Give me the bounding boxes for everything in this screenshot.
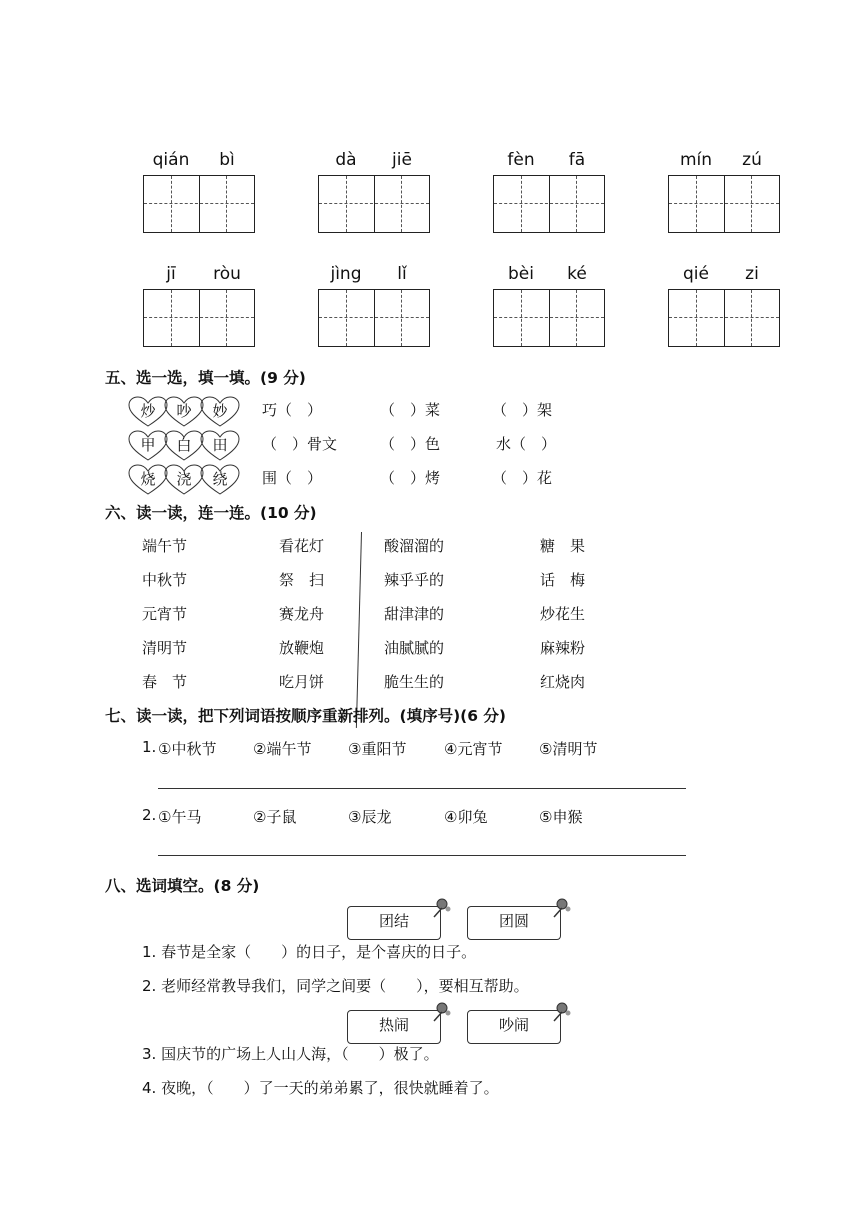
word-card: 吵闹 <box>467 1010 561 1044</box>
fill-blank[interactable]: 围（ ） <box>262 469 323 487</box>
match-item[interactable]: 糖 果 <box>540 537 586 555</box>
pinyin-syllable: jiē <box>392 150 412 170</box>
pinyin-syllable: zi <box>745 264 759 284</box>
section-5-title: 五、选一选，填一填。(9 分) <box>105 369 306 387</box>
match-item[interactable]: 酸溜溜的 <box>384 537 445 555</box>
pinyin-syllable: zú <box>742 150 762 170</box>
sentence[interactable]: 2. 老师经常教导我们，同学之间要（ ），要相互帮助。 <box>142 977 529 995</box>
fill-blank[interactable]: （ ）骨文 <box>262 435 338 453</box>
match-item[interactable]: 春 节 <box>142 673 188 691</box>
pinyin-syllable: jìng <box>330 264 362 284</box>
order-item: ①午马 <box>158 808 202 826</box>
pinyin-syllable: jī <box>166 264 176 284</box>
match-item[interactable]: 话 梅 <box>540 571 586 589</box>
match-item[interactable]: 祭 扫 <box>279 571 325 589</box>
pin-icon <box>550 1001 574 1023</box>
match-item[interactable]: 放鞭炮 <box>279 639 325 657</box>
section-7-title: 七、读一读，把下列词语按顺序重新排列。(填序号)(6 分) <box>105 707 507 725</box>
writing-grid[interactable] <box>318 175 430 233</box>
heart-char: 妙 <box>200 396 240 426</box>
divider-line <box>356 532 362 728</box>
word-card: 团结 <box>347 906 441 940</box>
writing-grid[interactable] <box>493 175 605 233</box>
order-item: ⑤清明节 <box>539 740 598 758</box>
writing-grid[interactable] <box>668 289 780 347</box>
question-number: 2. <box>142 806 157 824</box>
heart-char: 烧 <box>128 464 168 494</box>
sentence[interactable]: 3. 国庆节的广场上人山人海，（ ）极了。 <box>142 1045 439 1063</box>
heart-char: 炒 <box>128 396 168 426</box>
fill-blank[interactable]: （ ）菜 <box>380 401 441 419</box>
question-number: 1. <box>142 738 157 756</box>
match-item[interactable]: 看花灯 <box>279 537 325 555</box>
fill-blank[interactable]: （ ）烤 <box>380 469 441 487</box>
heart-char: 田 <box>200 430 240 460</box>
sentence[interactable]: 4. 夜晚，（ ）了一天的弟弟累了，很快就睡着了。 <box>142 1079 499 1097</box>
answer-line[interactable] <box>158 855 686 856</box>
section-6-title: 六、读一读，连一连。(10 分) <box>105 504 317 522</box>
order-item: ①中秋节 <box>158 740 217 758</box>
order-item: ③重阳节 <box>348 740 407 758</box>
pinyin-syllable: qián <box>152 150 190 170</box>
heart-char: 浇 <box>164 464 204 494</box>
pinyin-syllable: lǐ <box>397 264 407 284</box>
heart-char: 绕 <box>200 464 240 494</box>
heart-char: 甲 <box>128 430 168 460</box>
writing-grid[interactable] <box>493 289 605 347</box>
heart-char: 白 <box>164 430 204 460</box>
order-item: ④卯兔 <box>444 808 488 826</box>
fill-blank[interactable]: （ ）架 <box>492 401 553 419</box>
pin-icon <box>430 1001 454 1023</box>
pinyin-syllable: dà <box>335 150 357 170</box>
pinyin-syllable: bì <box>219 150 235 170</box>
match-item[interactable]: 辣乎乎的 <box>384 571 445 589</box>
order-item: ②子鼠 <box>253 808 297 826</box>
fill-blank[interactable]: （ ）花 <box>492 469 553 487</box>
match-item[interactable]: 红烧肉 <box>540 673 586 691</box>
pinyin-syllable: fā <box>568 150 586 170</box>
fill-blank[interactable]: （ ）色 <box>380 435 441 453</box>
word-card: 团圆 <box>467 906 561 940</box>
pinyin-syllable: qié <box>683 264 709 284</box>
pinyin-syllable: bèi <box>508 264 534 284</box>
match-item[interactable]: 麻辣粉 <box>540 639 586 657</box>
answer-line[interactable] <box>158 788 686 789</box>
section-8-title: 八、选词填空。(8 分) <box>105 877 260 895</box>
order-item: ③辰龙 <box>348 808 392 826</box>
pinyin-syllable: ròu <box>213 264 241 284</box>
order-item: ④元宵节 <box>444 740 503 758</box>
match-item[interactable]: 元宵节 <box>142 605 188 623</box>
fill-blank[interactable]: 巧（ ） <box>262 401 323 419</box>
writing-grid[interactable] <box>668 175 780 233</box>
order-item: ②端午节 <box>253 740 312 758</box>
pinyin-syllable: mín <box>679 150 713 170</box>
writing-grid[interactable] <box>143 289 255 347</box>
writing-grid[interactable] <box>318 289 430 347</box>
pin-icon <box>550 897 574 919</box>
match-item[interactable]: 吃月饼 <box>279 673 325 691</box>
word-card: 热闹 <box>347 1010 441 1044</box>
match-item[interactable]: 中秋节 <box>142 571 188 589</box>
pinyin-syllable: ké <box>567 264 587 284</box>
heart-char: 吵 <box>164 396 204 426</box>
match-item[interactable]: 赛龙舟 <box>279 605 325 623</box>
pin-icon <box>430 897 454 919</box>
match-item[interactable]: 脆生生的 <box>384 673 445 691</box>
fill-blank[interactable]: 水（ ） <box>496 435 557 453</box>
match-item[interactable]: 清明节 <box>142 639 188 657</box>
match-item[interactable]: 油腻腻的 <box>384 639 445 657</box>
match-item[interactable]: 端午节 <box>142 537 188 555</box>
match-item[interactable]: 炒花生 <box>540 605 586 623</box>
pinyin-syllable: fèn <box>507 150 535 170</box>
writing-grid[interactable] <box>143 175 255 233</box>
sentence[interactable]: 1. 春节是全家（ ）的日子，是个喜庆的日子。 <box>142 943 477 961</box>
match-item[interactable]: 甜津津的 <box>384 605 445 623</box>
order-item: ⑤申猴 <box>539 808 583 826</box>
